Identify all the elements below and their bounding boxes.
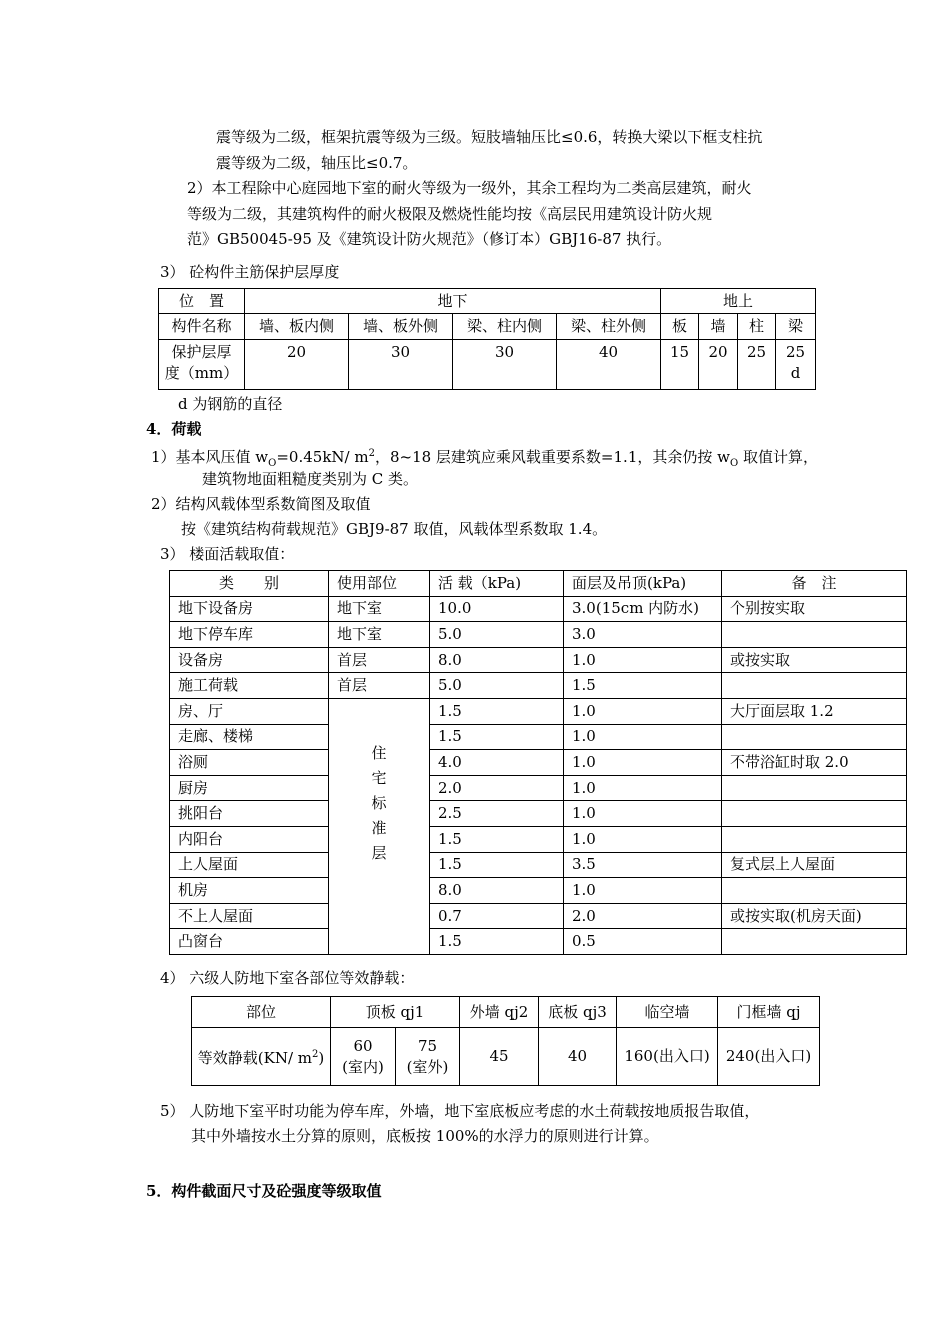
top-outdoor-value: 75 bbox=[417, 1036, 438, 1055]
thickness-label-line1: 保护层厚 bbox=[171, 343, 232, 361]
table-row bbox=[170, 750, 907, 776]
live-cell: 1.5 bbox=[430, 826, 564, 852]
live-cell: 1.5 bbox=[430, 929, 564, 955]
table-row bbox=[170, 596, 907, 622]
col-header: 墙、板外侧 bbox=[349, 314, 453, 340]
table-row bbox=[170, 647, 907, 673]
finish-cell: 3.5 bbox=[564, 852, 722, 878]
table-row bbox=[170, 852, 907, 878]
live-cell: 0.7 bbox=[430, 903, 564, 929]
value-cell-beam bbox=[776, 340, 816, 390]
underground-header: 地下 bbox=[245, 289, 661, 314]
table-row bbox=[170, 673, 907, 699]
finish-cell: 1.0 bbox=[564, 724, 722, 750]
type-cell: 地下停车库 bbox=[170, 622, 329, 648]
header-live-load: 活 载（kPa) bbox=[430, 571, 564, 597]
finish-cell: 0.5 bbox=[564, 929, 722, 955]
header-type: 类 别 bbox=[170, 571, 329, 597]
cover-thickness-table bbox=[158, 288, 816, 390]
location-cell: 地下室 bbox=[329, 596, 430, 622]
type-cell: 上人屋面 bbox=[170, 852, 329, 878]
note-cell bbox=[722, 775, 907, 801]
live-cell: 2.0 bbox=[430, 775, 564, 801]
type-cell: 凸窗台 bbox=[170, 929, 329, 955]
civil-defense-title: 4） 六级人防地下室各部位等效静载： bbox=[160, 969, 415, 987]
beam-value: 25 bbox=[785, 343, 806, 361]
type-cell: 挑阳台 bbox=[170, 801, 329, 827]
table-row bbox=[170, 903, 907, 929]
live-cell: 1.5 bbox=[430, 852, 564, 878]
note-cell bbox=[722, 929, 907, 955]
wind-shape-body: 按《建筑结构荷载规范》GBJ9-87 取值，风载体型系数取 1.4。 bbox=[181, 520, 608, 538]
thickness-label bbox=[159, 340, 245, 390]
bottom-slab-value: 40 bbox=[539, 1028, 617, 1086]
door-wall-value: 240(出入口) bbox=[718, 1028, 820, 1086]
basement-note-line2: 其中外墙按水土分算的原则，底板按 100%的水浮力的原则进行计算。 bbox=[191, 1127, 659, 1145]
location-cell: 首层 bbox=[329, 673, 430, 699]
table-row bbox=[170, 622, 907, 648]
fire-rating-line2: 等级为二级，其建筑构件的耐火极限及燃烧性能均按《高层民用建筑设计防火规 bbox=[187, 205, 713, 223]
fire-rating-line3: 范》GB50045-95 及《建筑设计防火规范》（修订本）GBJ16-87 执行。 bbox=[187, 230, 672, 248]
top-outdoor-note: (室外) bbox=[406, 1057, 449, 1076]
note-cell: 复式层上人屋面 bbox=[722, 852, 907, 878]
wind-pressure-line1: 1）基本风压值 $w_O=0.45kN/$ $m^2$，8~18 层建筑应乘风载重要系数=1.1，其余仍按 $w_O$ 取值计算， bbox=[151, 448, 818, 469]
value-cell: 20 bbox=[699, 340, 738, 390]
note-cell bbox=[722, 826, 907, 852]
note-cell: 个别按实取 bbox=[722, 596, 907, 622]
live-cell: 5.0 bbox=[430, 673, 564, 699]
thickness-label-line2: 度（mm） bbox=[164, 364, 239, 382]
basement-note-line1: 5） 人防地下室平时功能为停车库，外墙，地下室底板应考虑的水土荷载按地质报告取值， bbox=[160, 1102, 760, 1120]
civil-defense-table bbox=[191, 996, 820, 1086]
top-slab-indoor bbox=[331, 1028, 396, 1086]
note-cell: 或按实取(机房天面) bbox=[722, 903, 907, 929]
type-cell: 房、厅 bbox=[170, 698, 329, 724]
wind-pressure-line2: 建筑物地面粗糙度类别为 C 类。 bbox=[202, 470, 419, 488]
value-cell: 20 bbox=[245, 340, 349, 390]
type-cell: 厨房 bbox=[170, 775, 329, 801]
finish-cell: 1.0 bbox=[564, 878, 722, 904]
above-ground-header: 地上 bbox=[661, 289, 816, 314]
type-cell: 设备房 bbox=[170, 647, 329, 673]
intro-line2: 震等级为二级，轴压比≤0.7。 bbox=[216, 154, 418, 172]
header-part: 部位 bbox=[192, 997, 331, 1028]
live-cell: 1.5 bbox=[430, 698, 564, 724]
exposed-wall-value: 160(出入口) bbox=[617, 1028, 718, 1086]
finish-cell: 3.0 bbox=[564, 622, 722, 648]
live-cell: 8.0 bbox=[430, 878, 564, 904]
note-cell bbox=[722, 673, 907, 699]
col-header: 梁、柱内侧 bbox=[453, 314, 557, 340]
section5-heading: 5．构件截面尺寸及砼强度等级取值 bbox=[146, 1182, 382, 1200]
value-cell: 40 bbox=[557, 340, 661, 390]
merged-char: 住 bbox=[371, 743, 387, 762]
value-cell: 15 bbox=[661, 340, 699, 390]
finish-cell: 3.0(15cm 内防水) bbox=[564, 596, 722, 622]
header-location: 使用部位 bbox=[329, 571, 430, 597]
merged-location-text bbox=[329, 699, 429, 866]
live-cell: 1.5 bbox=[430, 724, 564, 750]
finish-cell: 1.0 bbox=[564, 647, 722, 673]
table-row bbox=[170, 698, 907, 724]
finish-cell: 1.0 bbox=[564, 750, 722, 776]
value-cell: 30 bbox=[453, 340, 557, 390]
merged-location-cell bbox=[329, 698, 430, 954]
type-cell: 机房 bbox=[170, 878, 329, 904]
intro-line1: 震等级为二级，框架抗震等级为三级。短肢墙轴压比≤0.6，转换大梁以下框支柱抗 bbox=[216, 128, 763, 146]
col-header: 梁、柱外侧 bbox=[557, 314, 661, 340]
location-cell: 地下室 bbox=[329, 622, 430, 648]
top-slab-outdoor bbox=[396, 1028, 460, 1086]
col-header: 板 bbox=[661, 314, 699, 340]
header-note: 备 注 bbox=[722, 571, 907, 597]
merged-char: 层 bbox=[371, 843, 387, 862]
top-indoor-note: (室内) bbox=[342, 1057, 384, 1076]
live-cell: 8.0 bbox=[430, 647, 564, 673]
type-cell: 施工荷载 bbox=[170, 673, 329, 699]
cover-note: d 为钢筋的直径 bbox=[178, 395, 283, 413]
note-cell: 不带浴缸时取 2.0 bbox=[722, 750, 907, 776]
note-cell: 或按实取 bbox=[722, 647, 907, 673]
note-cell: 大厅面层取 1.2 bbox=[722, 698, 907, 724]
outer-wall-value: 45 bbox=[460, 1028, 539, 1086]
cover-thickness-title: 3） 砼构件主筋保护层厚度 bbox=[160, 263, 340, 281]
type-cell: 地下设备房 bbox=[170, 596, 329, 622]
table-row bbox=[170, 775, 907, 801]
live-cell: 4.0 bbox=[430, 750, 564, 776]
table-row bbox=[170, 826, 907, 852]
col-header: 柱 bbox=[738, 314, 776, 340]
finish-cell: 1.5 bbox=[564, 673, 722, 699]
finish-cell: 1.0 bbox=[564, 775, 722, 801]
pos-label: 位 置 bbox=[159, 289, 245, 314]
finish-cell: 2.0 bbox=[564, 903, 722, 929]
col-header: 墙、板内侧 bbox=[245, 314, 349, 340]
header-bottom-slab: 底板 qj3 bbox=[539, 997, 617, 1028]
finish-cell: 1.0 bbox=[564, 801, 722, 827]
wind-shape-title: 2）结构风载体型系数简图及取值 bbox=[151, 495, 371, 513]
type-cell: 内阳台 bbox=[170, 826, 329, 852]
finish-cell: 1.0 bbox=[564, 698, 722, 724]
header-outer-wall: 外墙 qj2 bbox=[460, 997, 539, 1028]
note-cell bbox=[722, 878, 907, 904]
merged-char: 标 bbox=[371, 793, 387, 812]
col-header: 墙 bbox=[699, 314, 738, 340]
top-indoor-value: 60 bbox=[353, 1036, 373, 1055]
finish-cell: 1.0 bbox=[564, 826, 722, 852]
live-cell: 10.0 bbox=[430, 596, 564, 622]
type-cell: 浴厕 bbox=[170, 750, 329, 776]
header-door-wall: 门框墙 qj bbox=[718, 997, 820, 1028]
value-cell: 25 bbox=[738, 340, 776, 390]
beam-value-unit: d bbox=[790, 364, 801, 382]
type-cell: 走廊、楼梯 bbox=[170, 724, 329, 750]
header-finish-load: 面层及吊顶(kPa) bbox=[564, 571, 722, 597]
table-row bbox=[170, 878, 907, 904]
table-row bbox=[170, 929, 907, 955]
live-cell: 5.0 bbox=[430, 622, 564, 648]
header-exposed-wall: 临空墙 bbox=[617, 997, 718, 1028]
col-header: 梁 bbox=[776, 314, 816, 340]
live-load-table bbox=[169, 570, 907, 955]
value-cell: 30 bbox=[349, 340, 453, 390]
equiv-load-label: 等效静载(KN/ $m^2$) bbox=[192, 1028, 331, 1086]
fire-rating-line1: 2）本工程除中心庭园地下室的耐火等级为一级外，其余工程均为二类高层建筑，耐火 bbox=[187, 179, 752, 197]
note-cell bbox=[722, 622, 907, 648]
type-cell: 不上人屋面 bbox=[170, 903, 329, 929]
merged-char: 宅 bbox=[371, 768, 387, 787]
live-load-title: 3） 楼面活载取值： bbox=[160, 545, 295, 563]
table-row bbox=[170, 724, 907, 750]
live-cell: 2.5 bbox=[430, 801, 564, 827]
note-cell bbox=[722, 724, 907, 750]
section4-heading: 4．荷载 bbox=[146, 420, 202, 438]
table-row bbox=[170, 801, 907, 827]
member-name-label: 构件名称 bbox=[159, 314, 245, 340]
location-cell: 首层 bbox=[329, 647, 430, 673]
note-cell bbox=[722, 801, 907, 827]
header-top-slab: 顶板 qj1 bbox=[331, 997, 460, 1028]
merged-char: 准 bbox=[371, 818, 387, 837]
